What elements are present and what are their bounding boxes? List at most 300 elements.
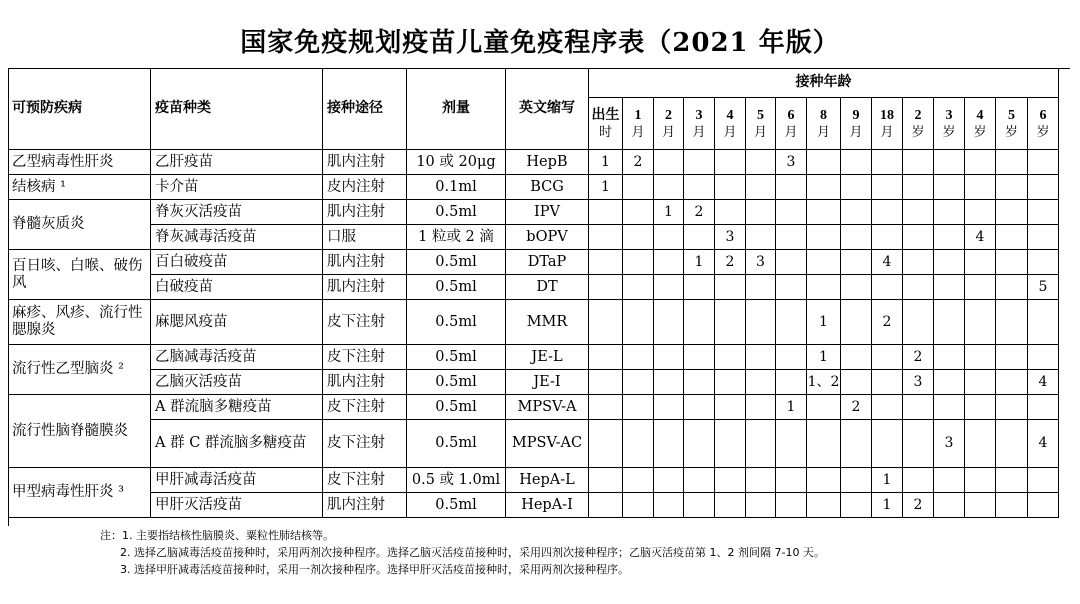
- dose-number-cell: [1028, 300, 1059, 345]
- dose-number-cell: 1: [776, 395, 807, 420]
- dose-number-cell: [841, 225, 872, 250]
- abbr-cell: DTaP: [506, 250, 589, 275]
- dose-number-cell: [996, 250, 1028, 275]
- dose-number-cell: [684, 175, 715, 200]
- age-header: [965, 98, 996, 150]
- dose-number-cell: [872, 395, 903, 420]
- dose-number-cell: [872, 175, 903, 200]
- dose-number-cell: [776, 300, 807, 345]
- vaccine-cell: 乙脑减毒活疫苗: [151, 345, 323, 370]
- age-unit: 月: [880, 124, 894, 140]
- dose-number-cell: [589, 225, 623, 250]
- route-cell: 肌内注射: [323, 370, 407, 395]
- age-header: [623, 98, 654, 150]
- vaccine-cell: A 群 C 群流脑多糖疫苗: [151, 420, 323, 468]
- abbr-cell: bOPV: [506, 225, 589, 250]
- dose-number-cell: [1028, 395, 1059, 420]
- dose-cell: 0.1ml: [407, 175, 506, 200]
- dose-number-cell: 1: [807, 300, 841, 345]
- dose-number-cell: [996, 175, 1028, 200]
- dose-number-cell: [684, 300, 715, 345]
- abbr-cell: HepA-L: [506, 468, 589, 493]
- dose-number-cell: 2: [903, 345, 934, 370]
- age-header: [934, 98, 965, 150]
- dose-number-cell: 4: [965, 225, 996, 250]
- age-value: 18: [880, 107, 894, 123]
- vaccine-cell: 脊灰减毒活疫苗: [151, 225, 323, 250]
- dose-number-cell: 4: [1028, 370, 1059, 395]
- dose-number-cell: [746, 493, 776, 518]
- abbr-cell: DT: [506, 275, 589, 300]
- dose-number-cell: [1028, 200, 1059, 225]
- route-cell: 皮下注射: [323, 468, 407, 493]
- dose-number-cell: [589, 345, 623, 370]
- disease-cell: 脊髓灰质炎: [8, 200, 151, 250]
- age-unit: 时: [598, 124, 612, 140]
- route-cell: 肌内注射: [323, 200, 407, 225]
- dose-number-cell: [654, 250, 684, 275]
- dose-number-cell: [623, 468, 654, 493]
- route-cell: 肌内注射: [323, 493, 407, 518]
- dose-number-cell: 2: [903, 493, 934, 518]
- dose-number-cell: [807, 275, 841, 300]
- dose-number-cell: [872, 225, 903, 250]
- abbr-cell: JE-L: [506, 345, 589, 370]
- dose-number-cell: [807, 150, 841, 175]
- age-value: 1: [634, 107, 642, 123]
- dose-number-cell: [623, 225, 654, 250]
- dose-number-cell: [872, 275, 903, 300]
- footnotes: [100, 527, 1060, 578]
- dose-number-cell: [776, 200, 807, 225]
- dose-number-cell: [934, 200, 965, 225]
- disease-cell: 甲型病毒性肝炎 ³: [8, 468, 151, 518]
- dose-number-cell: [934, 150, 965, 175]
- dose-number-cell: [807, 493, 841, 518]
- dose-number-cell: [623, 200, 654, 225]
- dose-number-cell: [903, 200, 934, 225]
- dose-number-cell: 1、2: [807, 370, 841, 395]
- dose-number-cell: [996, 370, 1028, 395]
- dose-cell: 0.5ml: [407, 200, 506, 225]
- age-value: 6: [1039, 107, 1047, 123]
- dose-number-cell: [807, 395, 841, 420]
- dose-number-cell: [589, 250, 623, 275]
- abbr-cell: HepA-I: [506, 493, 589, 518]
- dose-number-cell: [903, 225, 934, 250]
- dose-number-cell: [776, 275, 807, 300]
- dose-number-cell: [903, 150, 934, 175]
- disease-cell: 流行性脑脊髓膜炎: [8, 395, 151, 468]
- age-header: [1028, 98, 1059, 150]
- abbr-cell: MPSV-A: [506, 395, 589, 420]
- dose-number-cell: [715, 395, 746, 420]
- age-header: [776, 98, 807, 150]
- dose-number-cell: [746, 370, 776, 395]
- dose-number-cell: [654, 370, 684, 395]
- immunization-schedule-table: [8, 68, 1070, 526]
- disease-cell: 结核病 ¹: [8, 175, 151, 200]
- dose-number-cell: [996, 150, 1028, 175]
- abbr-cell: MPSV-AC: [506, 420, 589, 468]
- dose-number-cell: [684, 420, 715, 468]
- dose-number-cell: [872, 345, 903, 370]
- age-value: 8: [820, 107, 827, 123]
- dose-number-cell: [589, 370, 623, 395]
- dose-number-cell: [934, 468, 965, 493]
- dose-number-cell: [715, 275, 746, 300]
- dose-number-cell: [623, 300, 654, 345]
- disease-cell: 百日咳、白喉、破伤风: [8, 250, 151, 300]
- dose-number-cell: [1028, 175, 1059, 200]
- dose-cell: 0.5ml: [407, 370, 506, 395]
- dose-number-cell: [746, 468, 776, 493]
- dose-number-cell: [623, 175, 654, 200]
- dose-number-cell: [654, 468, 684, 493]
- dose-number-cell: [965, 345, 996, 370]
- dose-number-cell: 2: [841, 395, 872, 420]
- route-cell: 皮下注射: [323, 345, 407, 370]
- dose-number-cell: [996, 300, 1028, 345]
- dose-cell: 0.5ml: [407, 420, 506, 468]
- dose-number-cell: [841, 493, 872, 518]
- dose-number-cell: [841, 200, 872, 225]
- dose-number-cell: [654, 345, 684, 370]
- vaccine-cell: 乙肝疫苗: [151, 150, 323, 175]
- vaccine-cell: 乙脑灭活疫苗: [151, 370, 323, 395]
- dose-number-cell: [841, 420, 872, 468]
- dose-number-cell: [841, 370, 872, 395]
- dose-number-cell: [807, 420, 841, 468]
- dose-number-cell: [934, 175, 965, 200]
- dose-number-cell: 2: [715, 250, 746, 275]
- age-unit: 月: [692, 124, 706, 140]
- dose-number-cell: [965, 468, 996, 493]
- dose-number-cell: [715, 150, 746, 175]
- dose-number-cell: 1: [872, 468, 903, 493]
- dose-cell: 0.5ml: [407, 345, 506, 370]
- age-value: 5: [757, 107, 764, 123]
- dose-number-cell: [965, 300, 996, 345]
- dose-number-cell: [934, 345, 965, 370]
- dose-number-cell: [589, 275, 623, 300]
- dose-number-cell: [654, 275, 684, 300]
- dose-number-cell: [934, 395, 965, 420]
- route-cell: 口服: [323, 225, 407, 250]
- header-vaccine: 疫苗种类: [151, 68, 323, 150]
- dose-number-cell: [903, 250, 934, 275]
- dose-number-cell: [589, 395, 623, 420]
- age-header: [903, 98, 934, 150]
- dose-cell: 10 或 20μg: [407, 150, 506, 175]
- dose-number-cell: [654, 300, 684, 345]
- age-unit: 岁: [1004, 124, 1018, 140]
- dose-number-cell: [996, 225, 1028, 250]
- age-value: 2: [665, 107, 672, 123]
- dose-number-cell: 4: [872, 250, 903, 275]
- dose-cell: 0.5ml: [407, 493, 506, 518]
- age-value: 4: [726, 107, 734, 123]
- dose-number-cell: [715, 370, 746, 395]
- dose-number-cell: [746, 300, 776, 345]
- dose-number-cell: [623, 345, 654, 370]
- age-unit: 岁: [911, 124, 925, 140]
- dose-number-cell: 5: [1028, 275, 1059, 300]
- dose-cell: 1 粒或 2 滴: [407, 225, 506, 250]
- dose-number-cell: [1028, 150, 1059, 175]
- age-value: 5: [1008, 107, 1015, 123]
- dose-number-cell: [776, 493, 807, 518]
- dose-number-cell: [965, 150, 996, 175]
- dose-number-cell: [965, 275, 996, 300]
- dose-number-cell: [746, 175, 776, 200]
- route-cell: 皮内注射: [323, 175, 407, 200]
- dose-cell: 0.5ml: [407, 395, 506, 420]
- dose-number-cell: [965, 250, 996, 275]
- dose-number-cell: 2: [623, 150, 654, 175]
- dose-number-cell: 3: [746, 250, 776, 275]
- dose-number-cell: [841, 300, 872, 345]
- age-unit: 月: [631, 124, 645, 140]
- dose-number-cell: [996, 420, 1028, 468]
- dose-number-cell: [654, 493, 684, 518]
- dose-number-cell: [903, 420, 934, 468]
- dose-number-cell: [903, 468, 934, 493]
- dose-number-cell: [623, 420, 654, 468]
- dose-number-cell: [776, 250, 807, 275]
- dose-number-cell: 3: [934, 420, 965, 468]
- dose-number-cell: 2: [872, 300, 903, 345]
- vaccine-cell: 百白破疫苗: [151, 250, 323, 275]
- header-route: 接种途径: [323, 68, 407, 150]
- dose-number-cell: [872, 200, 903, 225]
- dose-number-cell: [996, 345, 1028, 370]
- dose-number-cell: [903, 275, 934, 300]
- dose-number-cell: [684, 345, 715, 370]
- dose-number-cell: [715, 420, 746, 468]
- route-cell: 肌内注射: [323, 150, 407, 175]
- dose-number-cell: [623, 395, 654, 420]
- dose-number-cell: [746, 275, 776, 300]
- dose-number-cell: [934, 493, 965, 518]
- dose-number-cell: [807, 225, 841, 250]
- age-unit: 月: [661, 124, 675, 140]
- disease-cell: 流行性乙型脑炎 ²: [8, 345, 151, 395]
- dose-number-cell: [841, 250, 872, 275]
- dose-number-cell: [776, 420, 807, 468]
- dose-number-cell: [589, 493, 623, 518]
- abbr-cell: JE-I: [506, 370, 589, 395]
- dose-number-cell: [965, 175, 996, 200]
- dose-number-cell: 4: [1028, 420, 1059, 468]
- dose-number-cell: [746, 225, 776, 250]
- dose-number-cell: [684, 493, 715, 518]
- age-value: 4: [976, 107, 984, 123]
- vaccine-cell: 脊灰灭活疫苗: [151, 200, 323, 225]
- dose-number-cell: [776, 468, 807, 493]
- dose-number-cell: [589, 420, 623, 468]
- header-disease: 可预防疾病: [8, 68, 151, 150]
- dose-number-cell: [715, 300, 746, 345]
- dose-number-cell: [934, 370, 965, 395]
- dose-number-cell: [776, 225, 807, 250]
- dose-number-cell: [841, 275, 872, 300]
- age-unit: 月: [723, 124, 737, 140]
- dose-number-cell: [776, 175, 807, 200]
- dose-cell: 0.5 或 1.0ml: [407, 468, 506, 493]
- dose-number-cell: [996, 493, 1028, 518]
- dose-number-cell: 3: [715, 225, 746, 250]
- dose-number-cell: [965, 200, 996, 225]
- dose-number-cell: 3: [776, 150, 807, 175]
- dose-number-cell: [589, 200, 623, 225]
- dose-number-cell: [965, 370, 996, 395]
- dose-number-cell: [776, 370, 807, 395]
- route-cell: 皮下注射: [323, 420, 407, 468]
- age-unit: 月: [849, 124, 863, 140]
- dose-number-cell: [746, 420, 776, 468]
- dose-number-cell: [746, 150, 776, 175]
- abbr-cell: IPV: [506, 200, 589, 225]
- dose-number-cell: [715, 493, 746, 518]
- dose-number-cell: [654, 175, 684, 200]
- dose-number-cell: [872, 370, 903, 395]
- dose-number-cell: [807, 250, 841, 275]
- dose-number-cell: [934, 275, 965, 300]
- dose-number-cell: [934, 250, 965, 275]
- abbr-cell: HepB: [506, 150, 589, 175]
- dose-number-cell: [715, 175, 746, 200]
- age-unit: 月: [753, 124, 767, 140]
- age-header: [684, 98, 715, 150]
- disease-cell: 麻疹、风疹、流行性腮腺炎: [8, 300, 151, 345]
- dose-number-cell: [589, 468, 623, 493]
- footnote-3: 3. 选择甲肝减毒活疫苗接种时，采用一剂次接种程序。选择甲肝灭活疫苗接种时，采用两剂次接种程序。: [120, 563, 629, 576]
- route-cell: 皮下注射: [323, 300, 407, 345]
- age-value: 6: [787, 107, 795, 123]
- age-unit: 岁: [973, 124, 987, 140]
- footnote-2: 2. 选择乙脑减毒活疫苗接种时，采用两剂次接种程序。选择乙脑灭活疫苗接种时，采用四剂次接种程序；乙脑灭活疫苗第 1、2 剂间隔 7-10 天。: [120, 546, 825, 559]
- dose-number-cell: [623, 370, 654, 395]
- dose-number-cell: [965, 493, 996, 518]
- dose-number-cell: 3: [903, 370, 934, 395]
- dose-number-cell: [684, 225, 715, 250]
- dose-number-cell: 2: [684, 200, 715, 225]
- age-value: 9: [852, 107, 860, 123]
- dose-number-cell: [841, 150, 872, 175]
- vaccine-cell: 卡介苗: [151, 175, 323, 200]
- header-dose: 剂量: [407, 68, 506, 150]
- dose-number-cell: [746, 345, 776, 370]
- disease-cell: 乙型病毒性肝炎: [8, 150, 151, 175]
- dose-number-cell: [684, 275, 715, 300]
- dose-number-cell: [746, 200, 776, 225]
- dose-number-cell: [654, 420, 684, 468]
- dose-number-cell: [715, 345, 746, 370]
- age-header: [841, 98, 872, 150]
- dose-number-cell: [841, 468, 872, 493]
- age-header: [996, 98, 1028, 150]
- dose-number-cell: [934, 225, 965, 250]
- dose-number-cell: 1: [654, 200, 684, 225]
- dose-number-cell: [965, 420, 996, 468]
- dose-number-cell: [1028, 225, 1059, 250]
- dose-number-cell: [807, 175, 841, 200]
- dose-number-cell: [1028, 468, 1059, 493]
- header-age-group: 接种年龄: [589, 68, 1059, 98]
- dose-number-cell: [654, 150, 684, 175]
- dose-cell: 0.5ml: [407, 250, 506, 275]
- dose-number-cell: [684, 150, 715, 175]
- age-value: 3: [945, 107, 953, 123]
- footnote-1: 注：1. 主要指结核性脑膜炎、粟粒性肺结核等。: [100, 529, 334, 542]
- dose-number-cell: [934, 300, 965, 345]
- dose-number-cell: [684, 395, 715, 420]
- dose-number-cell: [903, 175, 934, 200]
- age-header: [746, 98, 776, 150]
- age-value: 3: [695, 107, 703, 123]
- dose-number-cell: 1: [872, 493, 903, 518]
- dose-cell: 0.5ml: [407, 300, 506, 345]
- dose-number-cell: [715, 468, 746, 493]
- age-unit: 月: [816, 124, 830, 140]
- dose-number-cell: [746, 395, 776, 420]
- age-header: [589, 98, 623, 150]
- vaccine-cell: A 群流脑多糖疫苗: [151, 395, 323, 420]
- vaccine-cell: 甲肝减毒活疫苗: [151, 468, 323, 493]
- age-value: 出生: [591, 107, 620, 123]
- dose-number-cell: [654, 225, 684, 250]
- dose-cell: 0.5ml: [407, 275, 506, 300]
- dose-number-cell: [996, 468, 1028, 493]
- dose-number-cell: [589, 300, 623, 345]
- dose-number-cell: [684, 468, 715, 493]
- dose-number-cell: [1028, 345, 1059, 370]
- dose-number-cell: 1: [807, 345, 841, 370]
- age-value: 2: [914, 107, 922, 123]
- age-unit: 岁: [942, 124, 956, 140]
- age-header: [715, 98, 746, 150]
- dose-number-cell: [903, 300, 934, 345]
- vaccine-cell: 白破疫苗: [151, 275, 323, 300]
- dose-number-cell: [807, 200, 841, 225]
- dose-number-cell: [996, 275, 1028, 300]
- dose-number-cell: [965, 395, 996, 420]
- age-header: [872, 98, 903, 150]
- dose-number-cell: 1: [589, 175, 623, 200]
- dose-number-cell: [807, 468, 841, 493]
- dose-number-cell: [872, 150, 903, 175]
- dose-number-cell: [715, 200, 746, 225]
- dose-number-cell: [841, 345, 872, 370]
- dose-number-cell: [996, 395, 1028, 420]
- age-header: [807, 98, 841, 150]
- dose-number-cell: [684, 370, 715, 395]
- dose-number-cell: [996, 200, 1028, 225]
- dose-number-cell: [623, 493, 654, 518]
- dose-number-cell: [776, 345, 807, 370]
- page-title: 国家免疫规划疫苗儿童免疫程序表（2021 年版）: [240, 28, 840, 58]
- dose-number-cell: [903, 395, 934, 420]
- dose-number-cell: [872, 420, 903, 468]
- abbr-cell: MMR: [506, 300, 589, 345]
- route-cell: 肌内注射: [323, 250, 407, 275]
- route-cell: 肌内注射: [323, 275, 407, 300]
- route-cell: 皮下注射: [323, 395, 407, 420]
- header-abbr: 英文缩写: [506, 68, 589, 150]
- age-unit: 岁: [1036, 124, 1050, 140]
- age-header: [654, 98, 684, 150]
